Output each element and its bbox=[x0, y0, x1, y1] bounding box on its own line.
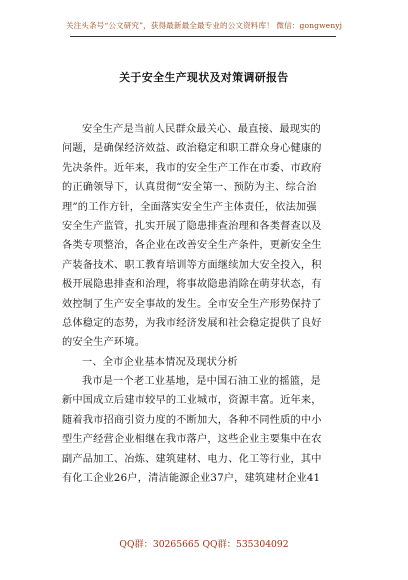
body-line: 随着我市招商引资力度的不断加大，各种不同性质的中小 bbox=[62, 414, 322, 426]
body-line: 各类专项整治，各企业在改善安全生产条件，更新安全生 bbox=[62, 240, 322, 252]
body-line: 极开展隐患排查和治理，将事故隐患消除在萌芽状态，有 bbox=[62, 279, 322, 291]
body-line: 型生产经营企业相继在我市落户，这些企业主要集中在农 bbox=[62, 434, 322, 446]
body-line: 问题，是确保经济效益、政治稳定和职工群众身心健康的 bbox=[62, 143, 322, 155]
header-promo-text: 关注头条号“公文研究”，获得最新最全最专业的公文资料库！ 微信：gongwenyj bbox=[65, 21, 343, 30]
body-line: 安全生产是当前人民群众最关心、最直接、最现实的 bbox=[82, 124, 321, 135]
body-line: 的正确领导下，认真贯彻“安全第一、预防为主、综合治 bbox=[62, 182, 317, 194]
page-header bbox=[0, 16, 408, 38]
body-line: 效控制了生产安全事故的发生。全市安全生产形势保持了 bbox=[62, 298, 322, 310]
body-line: 我市是一个老工业基地，是中国石油工业的摇篮，是 bbox=[82, 376, 321, 388]
document-title: 关于安全生产现状及对策调研报告 bbox=[119, 71, 289, 84]
body-line: 理”的工作方针，全面落实安全生产主体责任，依法加强 bbox=[62, 201, 317, 213]
body-line: 先决条件。近年来，我市的安全生产工作在市委、市政府 bbox=[62, 162, 322, 174]
body-line: 副产品加工、冶炼、建筑建材、电力、化工等行业，其中 bbox=[62, 453, 322, 465]
body-line: 的安全生产环境。 bbox=[62, 337, 146, 349]
document-body bbox=[62, 120, 346, 488]
body-line: 产装备技术、职工教育培训等方面继续加大安全投入，积 bbox=[62, 259, 322, 271]
body-line: 总体稳定的态势，为我市经济发展和社会稳定提供了良好 bbox=[62, 317, 322, 329]
section-heading: 一、全市企业基本情况及现状分析 bbox=[82, 356, 238, 368]
page-footer: QQ群：30265665 QQ群：535304092 bbox=[119, 539, 289, 550]
body-line: 有化工企业26户，清洁能源企业37户，建筑建材企业41 bbox=[62, 473, 321, 485]
header-divider bbox=[70, 36, 336, 37]
body-line: 安全生产监管，扎实开展了隐患排查治理和各类督查以及 bbox=[62, 220, 322, 232]
body-line: 新中国成立后建市较早的工业城市，资源丰富。近年来， bbox=[62, 395, 322, 407]
